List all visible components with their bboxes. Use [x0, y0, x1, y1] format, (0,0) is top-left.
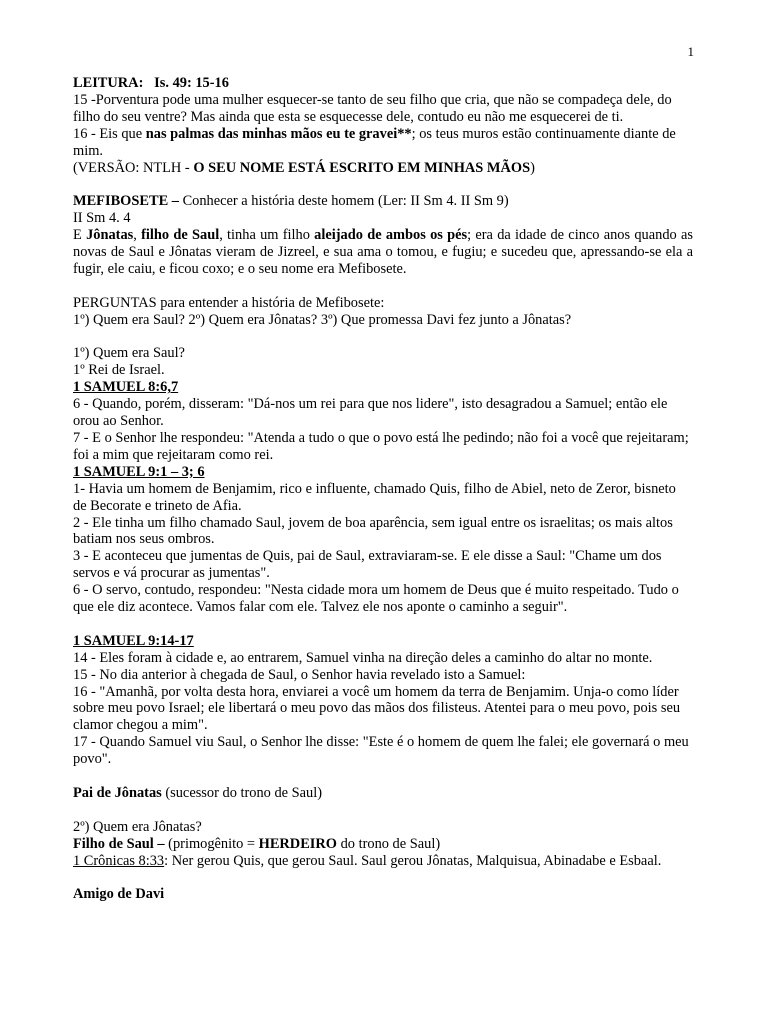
samuel-9-verse-6: 6 - O servo, contudo, respondeu: "Nesta cidade mora um homem de Deus que é muito respeitado. Tudo o que ele diz acontece. Vamos falar com ele. Talvez ele nos aponte o caminho a seguir".: [73, 582, 679, 616]
pai-de-jonatas-label: Pai de Jônatas: [73, 784, 162, 801]
cronicas-line: [73, 853, 693, 870]
filho-de-saul-label: Filho de Saul –: [73, 835, 165, 852]
spacer: [73, 616, 693, 633]
text-bold-filho-de-saul: filho de Saul: [141, 227, 220, 244]
spacer: [73, 329, 693, 346]
perguntas-intro: PERGUNTAS para entender a história de Mefibosete:: [73, 294, 385, 311]
mefibosete-section: [73, 193, 693, 278]
leitura-reference: Is. 49: 15-16: [154, 75, 229, 91]
text-run: ,: [133, 227, 142, 244]
filho-de-saul-line: [73, 836, 693, 853]
text-run: E: [73, 227, 87, 244]
samuel-8-verse-6: 6 - Quando, porém, disseram: "Dá-nos um rei para que nos lidere", isto desagradou a Samuel; então ele orou ao Senhor.: [73, 396, 668, 430]
perguntas-list: 1º) Quem era Saul? 2º) Quem era Jônatas? 3º) Que promessa Davi fez junto a Jônatas?: [73, 311, 572, 328]
text-bold-aleijado: aleijado de ambos os pés: [314, 227, 468, 244]
samuel-9-verse-15: 15 - No dia anterior à chegada de Saul, o Senhor havia revelado isto a Samuel:: [73, 666, 526, 683]
samuel-9-verse-14: 14 - Eles foram à cidade e, ao entrarem, Samuel vinha na direção deles a caminho do altar no monte.: [73, 649, 653, 666]
spacer: [73, 870, 693, 887]
spacer: [73, 278, 693, 295]
leitura-verse-16: [73, 126, 693, 160]
cronicas-reference: 1 Crônicas 8:33: [73, 852, 165, 869]
mefibosete-text: [73, 227, 693, 278]
samuel-9-14-reference: 1 SAMUEL 9:14-17: [73, 632, 194, 649]
herdeiro-label: HERDEIRO: [258, 835, 337, 852]
text-bold-jonatas: Jônatas: [86, 227, 134, 244]
samuel-9-1-reference: 1 SAMUEL 9:1 – 3; 6: [73, 463, 205, 480]
verse-16-highlight: nas palmas das minhas mãos eu te gravei**: [145, 125, 412, 142]
cronicas-text: : Ner gerou Quis, que gerou Saul. Saul gerou Jônatas, Malquisua, Abinadabe e Esbaal.: [164, 852, 662, 869]
amigo-de-davi: Amigo de Davi: [73, 886, 165, 903]
versao-end: ): [530, 159, 535, 176]
text-run: do trono de Saul): [337, 835, 441, 852]
verse-16-end: ; os teus muros estão continuamente diante de mim.: [73, 125, 676, 159]
pai-de-jonatas-text: (sucessor do trono de Saul): [161, 784, 323, 801]
pai-de-jonatas-line: [73, 785, 693, 802]
jonatas-question: 2º) Quem era Jônatas?: [73, 818, 202, 835]
samuel-9-verse-16: 16 - "Amanhã, por volta desta hora, enviarei a você um homem da terra de Benjamim. Unja-o como líder sobre meu povo Israel; ele libertará o meu povo das mãos dos filisteus. Atentei para o meu povo, pois seu clamor chegou a mim".: [73, 683, 681, 734]
leitura-label: LEITURA:: [73, 75, 144, 91]
leitura-section: [73, 75, 693, 176]
mefibosete-heading: [73, 193, 693, 210]
spacer: [73, 176, 693, 193]
samuel-9-verse-2: 2 - Ele tinha um filho chamado Saul, jovem de boa aparência, sem igual entre os israelitas; os mais altos batiam nos seus ombros.: [73, 514, 673, 548]
spacer: [73, 768, 693, 785]
document-body: [73, 75, 693, 903]
leitura-verse-15: 15 -Porventura pode uma mulher esquecer-se tanto de seu filho que cria, que não se compadeça dele, do filho do seu ventre? Mas ainda que esta se esquecesse dele, contudo eu não me esquecerei de ti.: [73, 91, 672, 125]
versao-line: [73, 160, 693, 177]
mefibosete-title: MEFIBOSETE –: [73, 193, 179, 210]
text-run: , tinha um filho: [219, 227, 315, 244]
jonatas-section: [73, 819, 693, 904]
leitura-heading: [73, 75, 693, 92]
samuel-9-verse-3: 3 - E aconteceu que jumentas de Quis, pai de Saul, extraviaram-se. E ele disse a Saul: "Chame um dos servos e vá procurar as jumentas".: [73, 548, 662, 582]
samuel-8-verse-7: 7 - E o Senhor lhe respondeu: "Atenda a tudo o que o povo está lhe pedindo; não foi a você que rejeitaram; foi a mim que rejeitaram como rei.: [73, 429, 689, 463]
saul-question: 1º) Quem era Saul?: [73, 345, 185, 362]
saul-answer: 1º Rei de Israel.: [73, 362, 165, 379]
verse-16-start: 16 - Eis que: [73, 125, 146, 142]
samuel-9-verse-1: 1- Havia um homem de Benjamim, rico e influente, chamado Quis, filho de Abiel, neto de Zeror, bisneto de Becorate e trineto de Afia.: [73, 480, 676, 514]
text-run: (primogênito =: [164, 835, 259, 852]
spacer: [73, 802, 693, 819]
text-run: ; era da idade de cinco anos quando as novas de Saul e Jônatas vieram de Jizreel, e sua ama o tomou, e fugiu; e sucedeu que, apressando-se ela a fugir, ele caiu, e ficou coxo; e o seu nome era Mefibosete.: [73, 227, 693, 277]
versao-start: (VERSÃO: NTLH -: [73, 159, 194, 176]
perguntas-section: [73, 295, 693, 329]
mefibosete-reference: II Sm 4. 4: [73, 210, 131, 227]
saul-section: [73, 345, 693, 801]
mefibosete-intro: Conhecer a história deste homem (Ler: II Sm 4. II Sm 9): [178, 193, 509, 210]
versao-highlight: O SEU NOME ESTÁ ESCRITO EM MINHAS MÃOS: [193, 159, 531, 176]
samuel-8-reference: 1 SAMUEL 8:6,7: [73, 379, 179, 396]
samuel-9-verse-17: 17 - Quando Samuel viu Saul, o Senhor lhe disse: "Este é o homem de quem lhe falei; ele governará o meu povo".: [73, 734, 689, 768]
page-number: 1: [687, 44, 694, 59]
